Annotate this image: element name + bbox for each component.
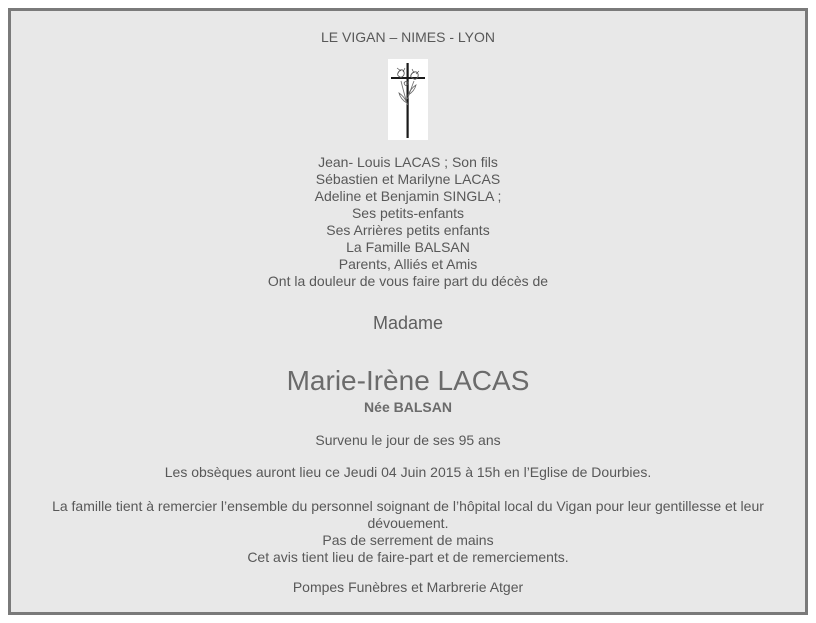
notice-text: Cet avis tient lieu de faire-part et de remerciements.	[247, 549, 569, 565]
funeral-home: Pompes Funèbres et Marbrerie Atger	[292, 579, 524, 595]
family-line: La Famille BALSAN	[346, 239, 470, 255]
deceased-name: Marie-Irène LACAS	[286, 365, 530, 396]
salutation: Madame	[372, 313, 444, 333]
funeral-details: Les obsèques auront lieu ce Jeudi 04 Juin 2015 à 15h en l’Eglise de Dourbies.	[164, 464, 652, 480]
announcement-line: Ont la douleur de vous faire part du décès de	[267, 273, 549, 289]
cross-with-lily-icon	[388, 59, 428, 140]
family-line: Jean- Louis LACAS ; Son fils	[318, 154, 498, 170]
family-list	[11, 154, 805, 290]
age-text: Survenu le jour de ses 95 ans	[315, 432, 501, 448]
family-line: Ses petits-enfants	[351, 205, 465, 221]
cities-header: LE VIGAN – NIMES - LYON	[320, 29, 495, 45]
obituary-notice	[8, 8, 808, 615]
family-line: Ses Arrières petits enfants	[326, 222, 490, 238]
thanks-block	[31, 498, 785, 566]
maiden-name: Née BALSAN	[364, 399, 452, 415]
family-line: Parents, Alliés et Amis	[338, 256, 478, 272]
thanks-text: La famille tient à remercier l’ensemble du personnel soignant de l’hôpital local du Vigan pour leur gentillesse et leur dévouement.	[52, 498, 764, 531]
no-handshake-text: Pas de serrement de mains	[322, 532, 494, 548]
family-line: Sébastien et Marilyne LACAS	[315, 171, 501, 187]
family-line: Adeline et Benjamin SINGLA ;	[314, 188, 502, 204]
